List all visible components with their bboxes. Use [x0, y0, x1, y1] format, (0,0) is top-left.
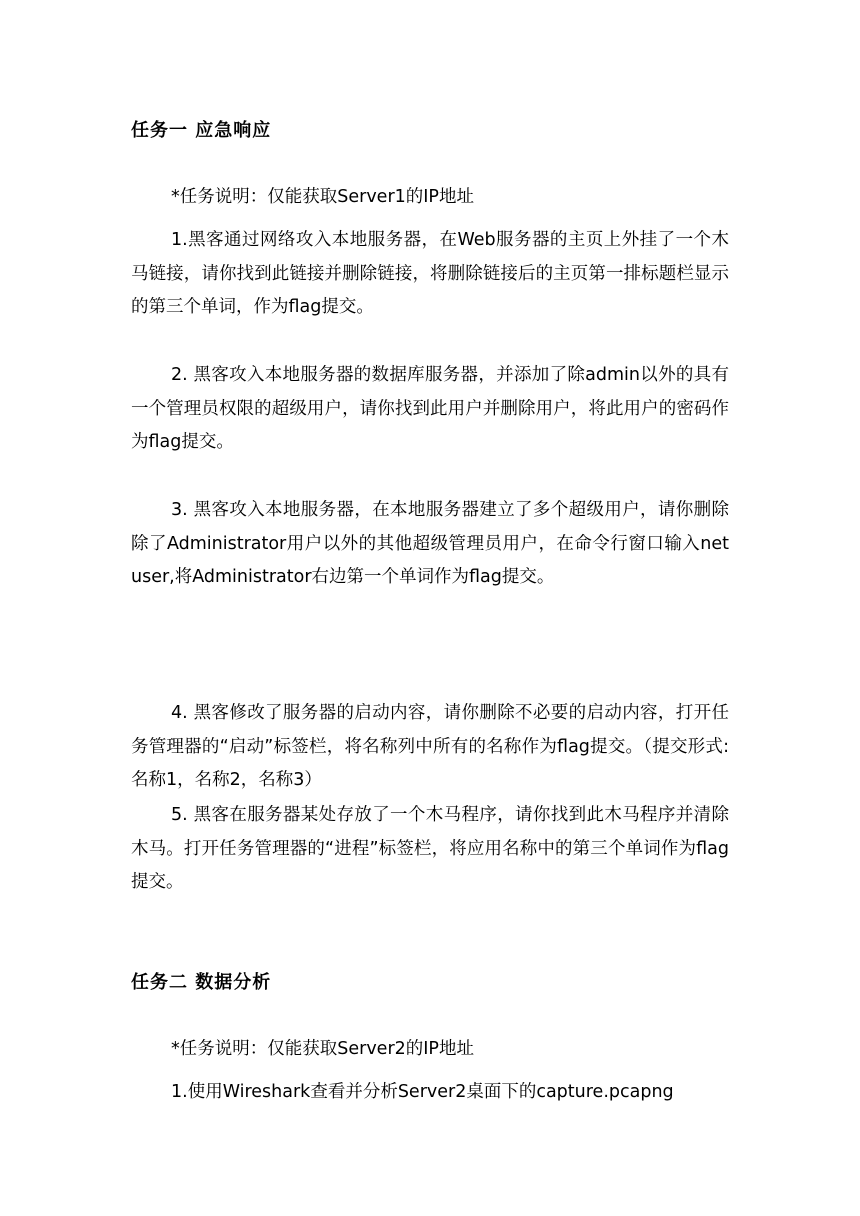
task1-item-4: 4. 黑客修改了服务器的启动内容，请你删除不必要的启动内容，打开任务管理器的“启动”标签栏，将名称列中所有的名称作为flag提交。（提交形式:名称1，名称2，名称3） — [131, 703, 729, 791]
task1-item-5: 5. 黑客在服务器某处存放了一个木马程序，请你找到此木马程序并清除木马。打开任务管理器的“进程”标签栏，将应用名称中的第三个单词作为flag提交。 — [131, 805, 729, 893]
task2-item-1: 1.使用Wireshark查看并分析Server2桌面下的capture.pcapng — [171, 1082, 674, 1102]
task1-note: *任务说明：仅能获取Server1的IP地址 — [171, 187, 474, 207]
task1-heading: 任务一 应急响应 — [131, 120, 272, 141]
task2-note: *任务说明：仅能获取Server2的IP地址 — [171, 1039, 474, 1059]
task2-heading: 任务二 数据分析 — [131, 972, 272, 993]
task1-item-2: 2. 黑客攻入本地服务器的数据库服务器，并添加了除admin以外的具有一个管理员权限的超级用户，请你找到此用户并删除用户，将此用户的密码作为flag提交。 — [131, 365, 729, 453]
task1-item-3: 3. 黑客攻入本地服务器，在本地服务器建立了多个超级用户，请你删除除了Administrator用户以外的其他超级管理员用户，在命令行窗口输入net user,将Administrator右边第一个单词作为flag提交。 — [131, 500, 729, 588]
task1-item-1: 1.黑客通过网络攻入本地服务器，在Web服务器的主页上外挂了一个木马链接，请你找到此链接并删除链接，将删除链接后的主页第一排标题栏显示的第三个单词，作为flag提交。 — [131, 230, 729, 318]
